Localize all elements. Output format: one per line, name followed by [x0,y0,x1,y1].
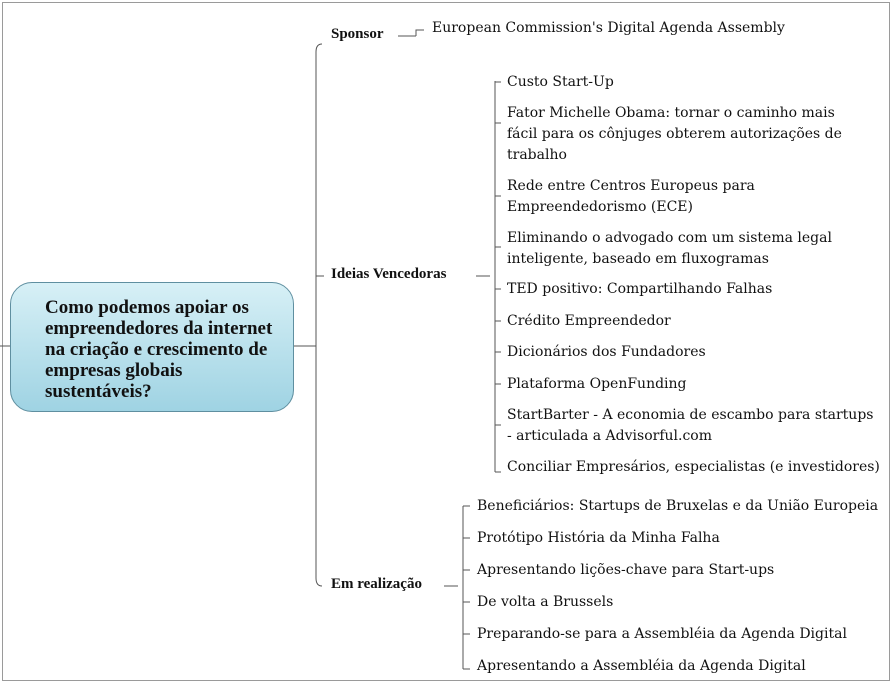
leaf-ideias-8[interactable] [507,405,873,447]
leaf-ideias-1-line-0: Fator Michelle Obama: tornar o caminho mais [507,105,835,121]
leaf-ideias-0[interactable]: Custo Start-Up [507,74,614,90]
branch-sponsor[interactable]: Sponsor [331,26,384,42]
leaf-ideias-3-line-1: inteligente, baseado em fluxogramas [507,251,769,267]
root-topic-text: Como podemos apoiar os empreendedores da internet na criação e crescimento de empresas globais sustentáveis? [45,297,273,402]
leaf-ideias-3[interactable] [507,228,832,270]
leaf-realizacao-4[interactable]: Preparando-se para a Assembléia da Agenda Digital [477,626,847,642]
leaf-realizacao-1[interactable]: Protótipo História da Minha Falha [477,530,720,546]
leaf-ideias-5[interactable]: Crédito Empreendedor [507,313,671,329]
leaf-ideias-2-line-1: Empreendedorismo (ECE) [507,199,693,215]
ideias-ticks [495,82,501,472]
leaf-ideias-9[interactable]: Conciliar Empresários, especialistas (e investidores) [507,459,880,475]
leaf-ideias-2-line-0: Rede entre Centros Europeus para [507,178,755,194]
leaf-ideias-8-line-1: - articulada a Advisorful.com [507,428,712,444]
leaf-ideias-1-line-1: fácil para os cônjuges obterem autorizações de [507,126,842,142]
sponsor-leaf-bracket [416,30,424,36]
leaf-sponsor-0[interactable]: European Commission's Digital Agenda Assembly [432,20,785,36]
leaf-ideias-6[interactable]: Dicionários dos Fundadores [507,344,706,360]
leaf-ideias-3-line-0: Eliminando o advogado com um sistema legal [507,230,832,246]
leaf-ideias-1-line-2: trabalho [507,147,567,163]
branch-em-realizacao[interactable]: Em realização [331,576,422,592]
branch-ideias-vencedoras[interactable]: Ideias Vencedoras [331,266,447,282]
leaf-ideias-1[interactable] [507,103,842,166]
branch-spine [316,44,322,586]
leaf-ideias-4[interactable]: TED positivo: Compartilhando Falhas [507,281,773,297]
realizacao-ticks [463,506,470,669]
leaf-ideias-8-line-0: StartBarter - A economia de escambo para startups [507,407,874,423]
leaf-realizacao-0[interactable]: Beneficiários: Startups de Bruxelas e da União Europeia [477,498,879,514]
root-topic[interactable] [10,282,294,412]
leaf-realizacao-5[interactable]: Apresentando a Assembléia da Agenda Digital [477,658,806,674]
leaf-realizacao-3[interactable]: De volta a Brussels [477,594,614,610]
leaf-ideias-2[interactable] [507,176,755,218]
leaf-ideias-7[interactable]: Plataforma OpenFunding [507,376,687,392]
leaf-realizacao-2[interactable]: Apresentando lições-chave para Start-ups [477,562,775,578]
